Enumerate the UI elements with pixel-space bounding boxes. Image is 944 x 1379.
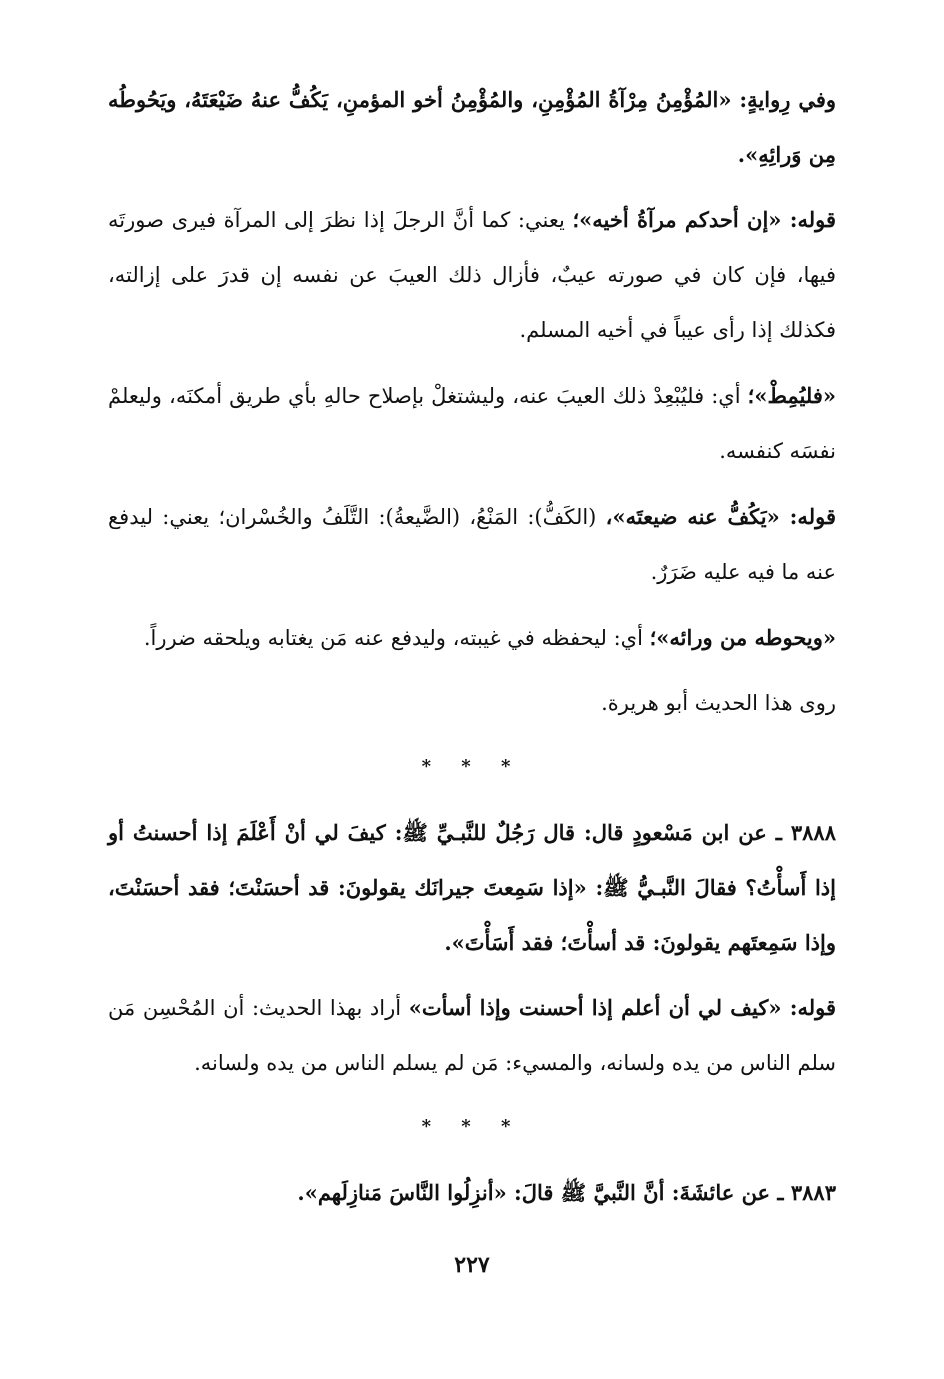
commentary-text: أراد بهذا الحديث: أن المُحْسِن مَن سلم الناس من يده ولسانه، والمسيء: مَن لم يسلم الناس من يده ولسانه. xyxy=(108,996,836,1075)
commentary-paragraph-good-bad xyxy=(108,980,836,1091)
commentary-paragraph-protect xyxy=(108,610,836,666)
section-separator: * * * xyxy=(421,756,523,777)
hadith-3888-paragraph: ٣٨٨٨ ـ عن ابن مَسْعودٍ قال: قال رَجُلٌ للنَّبـيِّ ﷺ: كيفَ لي أنْ أَعْلَمَ إذا أحسنتُ أو إذا أَسأْتُ؟ فقالَ النَّبـيُّ ﷺ: «إذا سَمِعتَ جيرانَك يقولونَ: قد أحسَنْتَ؛ فقد أحسَنْتَ، وإذا سَمِعتَهم يقولونَ: قد أسأْتَ؛ فقد أَسَأْتَ». xyxy=(108,820,836,955)
page-body xyxy=(108,72,836,1230)
narrator-line: روى هذا الحديث أبو هريرة. xyxy=(601,691,836,715)
hadith-3883-paragraph: ٣٨٨٣ ـ عن عائشَةَ: أنَّ النَّبيَّ ﷺ قالَ: «أنزِلُوا النَّاسَ مَنازِلَهم». xyxy=(297,1180,836,1205)
commentary-text: أي: فليُبْعِدْ ذلك العيبَ عنه، وليشتغلْ بإصلاح حالهِ بأي طريق أمكنَه، وليعلمْ نفسَه كنفسه. xyxy=(108,384,836,463)
hadith-variant-paragraph: وفي رِوايةٍ: «المُؤْمِنُ مِرْآةُ المُؤْمِنِ، والمُؤْمِنُ أخو المؤمنِ، يَكُفُّ عنهُ ضَيْعَتَهُ، ويَحُوطُه مِن وَرائِهِ». xyxy=(108,87,836,167)
quoted-phrase: قوله: «إن أحدكم مرآةُ أخيه»؛ xyxy=(572,207,836,232)
commentary-paragraph-mirror xyxy=(108,192,836,358)
quoted-phrase: «ويحوطه من ورائه»؛ xyxy=(649,625,836,650)
quoted-phrase: قوله: «كيف لي أن أعلم إذا أحسنت وإذا أسأت» xyxy=(408,995,836,1020)
quoted-phrase: «فليُمِطْ»؛ xyxy=(747,383,836,408)
section-separator: * * * xyxy=(421,1116,523,1137)
commentary-paragraph-remove xyxy=(108,368,836,479)
page-number: ٢٢٧ xyxy=(454,1252,490,1278)
quoted-phrase: قوله: «يَكُفُّ عنه ضيعتَه»، xyxy=(605,504,836,529)
commentary-paragraph-restrain xyxy=(108,489,836,600)
commentary-text: يعني: كما أنَّ الرجلَ إذا نظرَ إلى المرآة فيرى صورتَه فيها، فإن كان في صورته عيبٌ، فأزال ذلك العيبَ عن نفسه إن قدرَ على إزالته، فكذلك إذا رأى عيباً في أخيه المسلم. xyxy=(108,208,836,342)
commentary-text: (الكَفُّ): المَنْعُ، (الضَّيعةُ): التَّلَفُ والخُسْران؛ يعني: ليدفع عنه ما فيه عليه ضَرَرٌ. xyxy=(108,505,836,584)
commentary-text: أي: ليحفظه في غيبته، وليدفع عنه مَن يغتابه ويلحقه ضرراً. xyxy=(143,626,650,650)
